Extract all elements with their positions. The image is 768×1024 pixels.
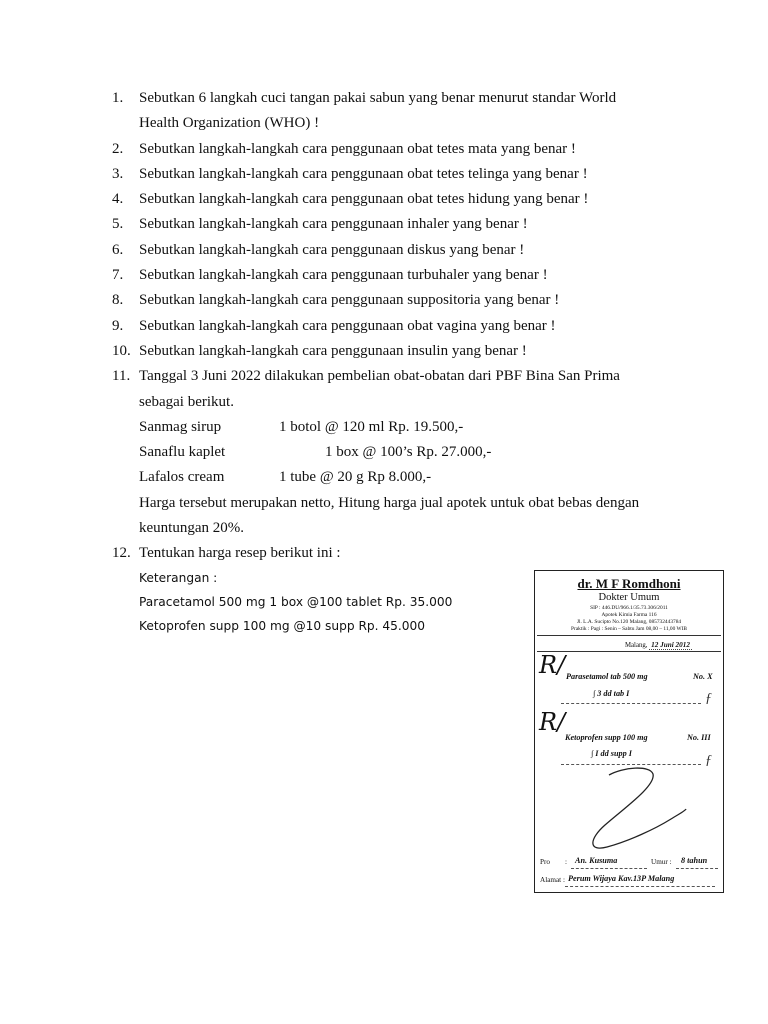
purchase-item-name: Lafalos cream xyxy=(139,469,225,486)
question-11 xyxy=(112,364,672,541)
header-divider xyxy=(537,635,721,636)
question-number: 1. xyxy=(112,90,124,106)
pro-label: Pro xyxy=(540,858,550,866)
purchase-item-qty: 1 tube @ 20 g Rp 8.000,- xyxy=(279,469,432,486)
practice-hours: Praktik : Pagi : Senin – Sabtu Jam 08,00 – 11,00 WIB xyxy=(570,626,688,632)
rx-signa: ∫ I dd supp I xyxy=(591,749,632,758)
question-text-line: sebagai berikut. xyxy=(139,393,234,410)
question-item xyxy=(112,288,672,313)
paraf-mark: ƒ xyxy=(705,753,712,768)
question-list xyxy=(112,86,672,567)
question-number: 11. xyxy=(112,368,131,385)
practice-address: Jl. L.A. Sucipto No.120 Malang, 085732443784 xyxy=(576,619,682,625)
question-number: 10. xyxy=(112,342,131,359)
signa-line xyxy=(561,764,701,765)
rx-amount: No. III xyxy=(687,733,711,742)
purchase-item-name: Sanmag sirup xyxy=(139,418,222,435)
question-item xyxy=(112,238,672,263)
purchase-item-qty: 1 botol @ 120 ml Rp. 19.500,- xyxy=(279,418,464,435)
question-number: 3. xyxy=(112,165,124,182)
price-notes xyxy=(139,566,452,638)
patient-age: 8 tahun xyxy=(681,856,708,865)
rx-signa: ∫ 3 dd tab I xyxy=(593,689,630,698)
question-number: 2. xyxy=(112,140,124,157)
question-text-line: Sebutkan 6 langkah cuci tangan pakai sabun yang benar menurut standar World xyxy=(139,90,617,106)
question-text-line: Health Organization (WHO) ! xyxy=(139,115,320,132)
question-item xyxy=(112,263,672,288)
patient-address: Perum Wijaya Kav.13P Malang xyxy=(568,874,675,883)
question-number: 4. xyxy=(112,191,124,208)
question-12 xyxy=(112,541,672,566)
purchase-item xyxy=(139,440,672,465)
patient-name-line xyxy=(571,868,647,869)
address-label: Alamat : xyxy=(540,876,565,884)
notes-line: Ketoprofen supp 100 mg @10 supp Rp. 45.000 xyxy=(139,619,426,633)
rx-amount: No. X xyxy=(693,672,713,681)
city-label: Malang, xyxy=(625,642,648,649)
question-item xyxy=(112,86,672,137)
question-number: 12. xyxy=(112,545,131,562)
question-item xyxy=(112,162,672,187)
question-text-line: Sebutkan langkah-langkah cara penggunaan insulin yang benar ! xyxy=(139,342,527,359)
question-item xyxy=(112,187,672,212)
notes-line: Paracetamol 500 mg 1 box @100 tablet Rp. 35.000 xyxy=(139,595,453,609)
rx-symbol: R/ xyxy=(539,651,566,679)
prescription-date: 12 Juni 2012 xyxy=(651,641,690,649)
question-text-line: keuntungan 20%. xyxy=(139,520,244,537)
rx-drug: Ketoprofen supp 100 mg xyxy=(565,733,648,742)
question-text-line: Sebutkan langkah-langkah cara penggunaan diskus yang benar ! xyxy=(139,241,525,258)
question-item xyxy=(112,339,672,364)
question-text-line: Sebutkan langkah-langkah cara penggunaan obat tetes hidung yang benar ! xyxy=(139,191,589,208)
notes-title: Keterangan : xyxy=(139,571,218,585)
question-text-line: Sebutkan langkah-langkah cara penggunaan obat tetes telinga yang benar ! xyxy=(139,165,588,182)
question-number: 5. xyxy=(112,216,124,233)
rx-symbol: R/ xyxy=(539,708,566,736)
pro-colon: : xyxy=(565,858,567,866)
question-text-line: Sebutkan langkah-langkah cara penggunaan obat vagina yang benar ! xyxy=(139,317,556,334)
pharmacy-name: Apotek Kimia Farma 116 xyxy=(601,612,657,618)
question-text-line: Harga tersebut merupakan netto, Hitung harga jual apotek untuk obat bebas dengan xyxy=(139,494,640,511)
patient-age-line xyxy=(676,868,718,869)
purchase-item-qty: 1 box @ 100’s Rp. 27.000,- xyxy=(325,444,492,461)
question-item xyxy=(112,314,672,339)
question-text-line: Sebutkan langkah-langkah cara penggunaan turbuhaler yang benar ! xyxy=(139,267,548,284)
rx-drug: Parasetamol tab 500 mg xyxy=(566,672,648,681)
doctor-sip: SIP : 446.DU/966.1/35.73.306/2011 xyxy=(590,605,668,611)
age-label: Umur : xyxy=(651,858,672,866)
doctor-title: Dokter Umum xyxy=(598,592,660,603)
patient-name: An. Kusuma xyxy=(575,856,618,865)
question-item xyxy=(112,137,672,162)
prescription-card xyxy=(534,570,724,893)
purchase-item xyxy=(139,415,672,440)
question-text-line: Sebutkan langkah-langkah cara penggunaan obat tetes mata yang benar ! xyxy=(139,140,576,157)
purchase-item-name: Sanaflu kaplet xyxy=(139,444,226,461)
question-item xyxy=(112,212,672,237)
purchase-item xyxy=(139,465,672,490)
paraf-mark: ƒ xyxy=(705,691,712,706)
question-text-line: Sebutkan langkah-langkah cara penggunaan inhaler yang benar ! xyxy=(139,216,528,233)
doctor-name: dr. M F Romdhoni xyxy=(577,576,681,591)
signa-line xyxy=(561,703,701,704)
question-number: 9. xyxy=(112,317,124,334)
question-text-line: Sebutkan langkah-langkah cara penggunaan suppositoria yang benar ! xyxy=(139,292,560,309)
patient-address-line xyxy=(565,886,715,887)
question-number: 6. xyxy=(112,241,124,258)
prescription-date-line xyxy=(625,641,692,649)
question-text-line: Tanggal 3 Juni 2022 dilakukan pembelian obat-obatan dari PBF Bina San Prima xyxy=(139,368,620,385)
question-number: 7. xyxy=(112,267,124,284)
question-number: 8. xyxy=(112,292,124,309)
question-text-line: Tentukan harga resep berikut ini : xyxy=(139,545,341,562)
